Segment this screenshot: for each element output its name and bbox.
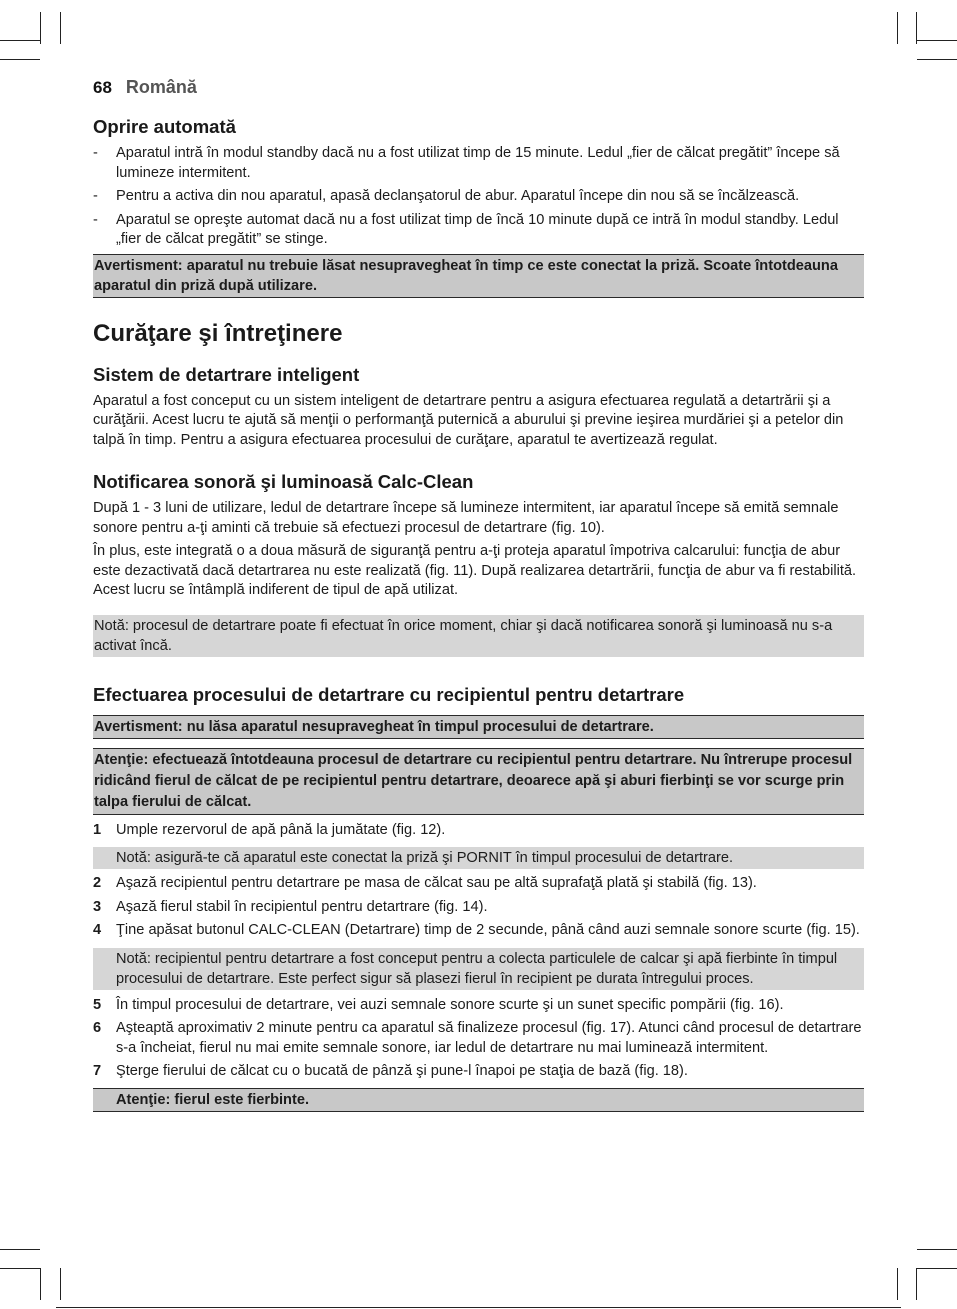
step-number: 3 [93,898,102,915]
notification-para-2: În plus, este integrată o a doua măsură de siguranţă pentru a-ţi proteja aparatul împotriva calcarului: funcţia de abur este dezactivată dacă detartrarea nu este realizată (fig. 11). După realizarea detartrării, funcţia de abur va fi restabilită. Acest lucru se întâmplă indiferent de tipul de apă utilizat. [93,543,857,598]
step-text: Şterge fierului de călcat cu o bucată de pânză şi pune-l înapoi pe staţia de bază (fig. 18). [116,1063,688,1079]
notification-para-1: După 1 - 3 luni de utilizare, ledul de detartrare începe să lumineze intermitent, iar aparatul începe să emită semnale sonore pentru a-ţi aminti că trebuie să efectuezi procesul de detartrare (fig. 10). [93,500,839,536]
step-text: În timpul procesului de detartrare, vei auzi semnale sonore scurte şi un sunet specific pompării (fig. 16). [116,996,784,1013]
cleaning-title: Curăţare şi întreţinere [93,319,343,347]
step-number: 4 [93,922,102,938]
final-caution: Atenţie: fierul este fierbinte. [93,1088,864,1112]
list-item: - Pentru a activa din nou aparatul, apasă declanşatorul de abur. Aparatul începe din nou să se încălzească. [93,187,864,207]
page-header [93,78,864,106]
step-number: 5 [93,996,102,1013]
page-content [93,78,864,1112]
step-item [93,921,864,941]
step-text: Aşteaptă aproximativ 2 minute pentru ca aparatul să finalizeze procesul (fig. 17). Atunci când procesul de detartrare s-a încheiat, fierul nu mai emite semnale sonore, iar ledul de detartrare nu mai luminează intermitent. [116,1020,862,1056]
procedure-caution: Atenţie: efectuează întotdeauna procesul de detartrare cu recipientul pentru detartrare. Nu întrerupe procesul ridicând fierul de călcat de pe recipientul pentru detartrare, deoarece apă şi aburi fierbinţi se vor scurge prin talpa fierului de călcat. [93,748,864,815]
step-item [93,898,864,918]
step-note: Notă: recipientul pentru detartrare a fost conceput pentru a colecta particulele de calcar şi apă fierbinte în timpul procesului de detartrare. Este perfect sigur să plasezi fierul în recipient pe durata întregului proces. [93,948,864,990]
auto-off-warning: Avertisment: aparatul nu trebuie lăsat nesupravegheat în timp ce este conectat la priză. Scoate întotdeauna aparatul din priză după utilizare. [93,254,864,298]
step-item [93,996,864,1016]
procedure-heading: Efectuarea procesului de detartrare cu recipientul pentru detartrare [93,683,685,705]
notification-note: Notă: procesul de detartrare poate fi efectuat în orice moment, chiar şi dacă notificarea sonoră şi luminoasă nu s-a activat încă. [93,615,864,657]
step-text: Umple rezervorul de apă până la jumătate (fig. 12). [116,821,446,838]
step-item [93,874,864,894]
procedure-steps [93,996,864,1082]
step-number: 2 [93,875,102,891]
auto-off-heading: Oprire automată [93,116,236,137]
page-number: 68 [93,78,112,97]
smart-descale-text: Aparatul a fost conceput cu un sistem inteligent de detartrare pentru a asigura efectuarea regulată a detartrării şi a curăţării. Acest lucru te ajută să menţii o performanţă puternică a aburului şi previne ieşirea murdăriei şi a petelor din talpă în timp. Pentru a asigura efectuarea procesului de curăţare, aparatul te avertizează regulat. [93,392,844,448]
step-number: 1 [93,821,102,838]
step-note: Notă: asigură-te că aparatul este conectat la priză şi PORNIT în timpul procesului de detartrare. [93,847,864,869]
step-item [93,1062,864,1082]
smart-descale-heading: Sistem de detartrare inteligent [93,363,360,385]
step-number: 7 [93,1063,102,1079]
step-item [93,821,864,841]
step-item [93,1019,864,1058]
procedure-steps [93,821,864,841]
auto-off-list [93,144,864,250]
procedure-warning: Avertisment: nu lăsa aparatul nesupravegheat în timpul procesului de detartrare. [93,715,864,739]
notification-heading: Notificarea sonoră şi luminoasă Calc-Clean [93,471,474,492]
procedure-steps [93,874,864,941]
list-item: - Aparatul intră în modul standby dacă nu a fost utilizat timp de 15 minute. Ledul „fier de călcat pregătit” începe să lumineze intermitent. [93,144,864,183]
step-number: 6 [93,1020,102,1036]
list-item: - Aparatul se opreşte automat dacă nu a fost utilizat timp de încă 10 minute după ce intră în modul standby. Ledul „fier de călcat pregătit” se stinge. [93,211,864,250]
language-label: Română [125,77,197,97]
step-text: Ţine apăsat butonul CALC-CLEAN (Detartrare) timp de 2 secunde, până când auzi semnale sonore scurte (fig. 15). [116,922,860,938]
step-text: Aşază fierul stabil în recipientul pentru detartrare (fig. 14). [116,898,488,915]
step-text: Aşază recipientul pentru detartrare pe masa de călcat sau pe altă suprafaţă plată şi stabilă (fig. 13). [116,875,757,891]
